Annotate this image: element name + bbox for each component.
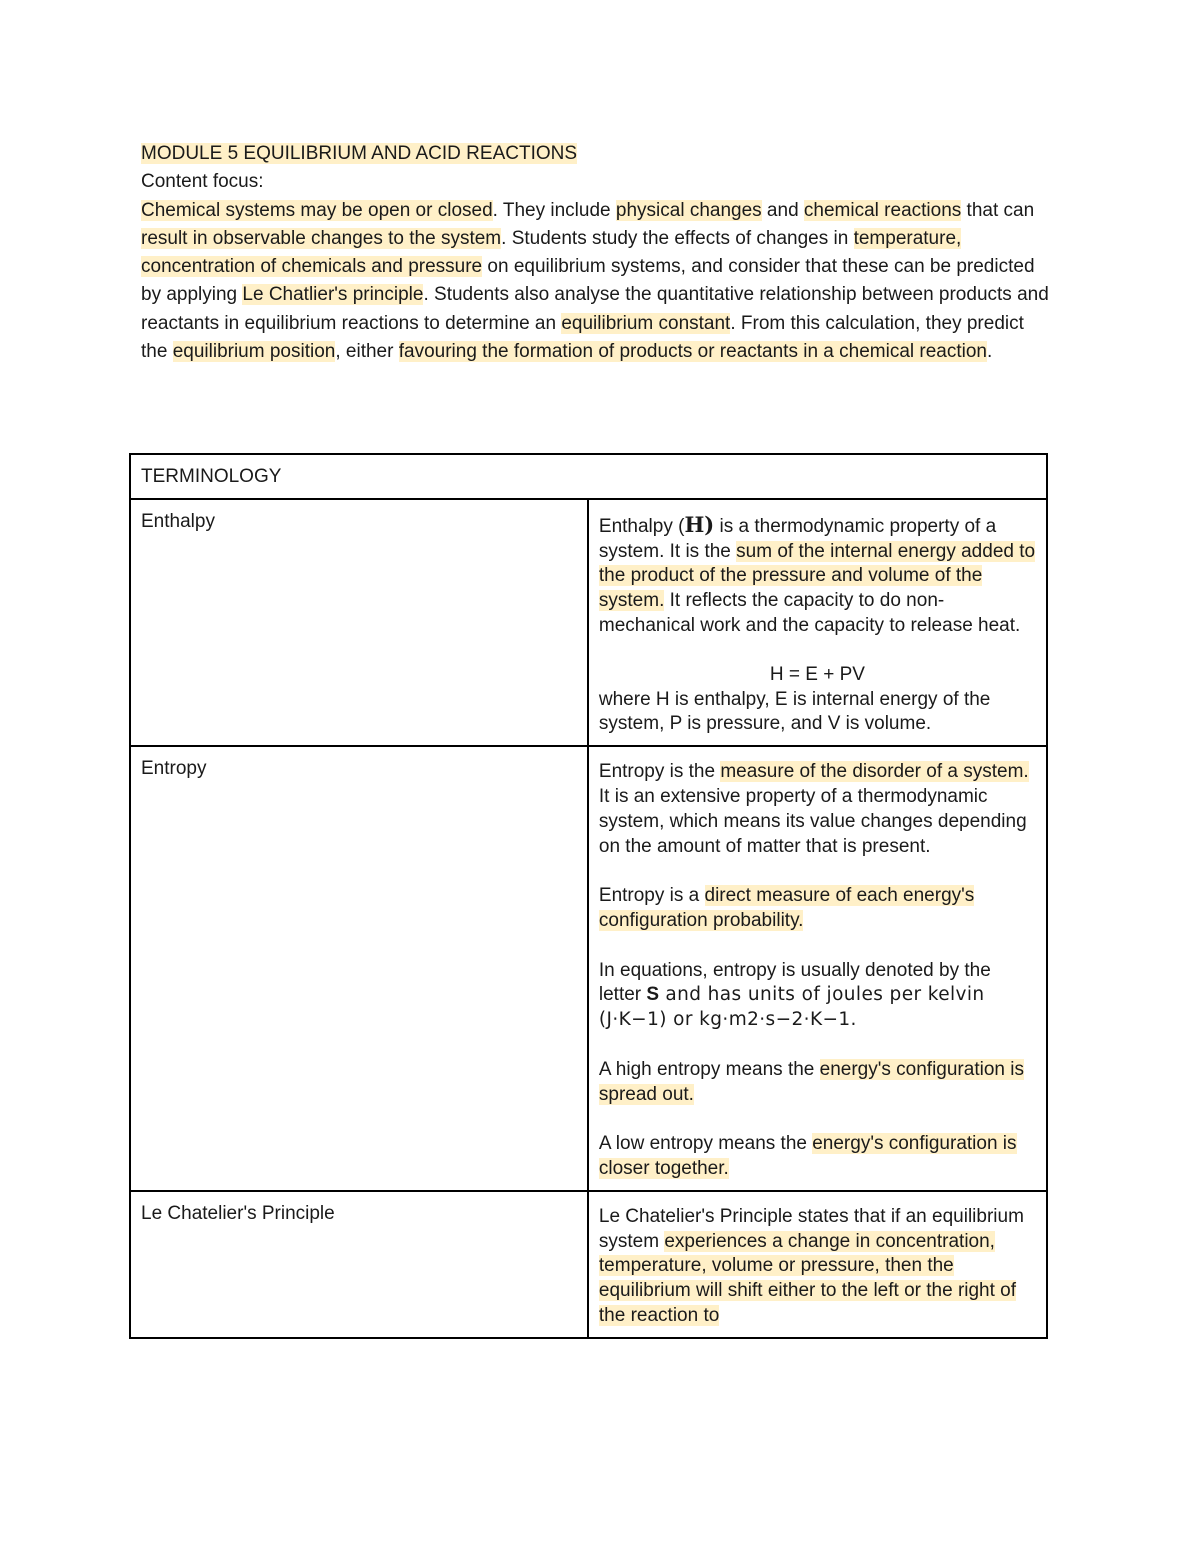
highlight: Chemical systems may be open or closed	[141, 199, 493, 221]
enthalpy-where: where H is enthalpy, E is internal energy of the system, P is pressure, and V is volume.	[598, 688, 991, 735]
text: . They include	[492, 199, 616, 221]
highlight: physical changes	[615, 199, 762, 221]
enthalpy-symbol: H)	[684, 511, 715, 537]
highlight: temperature, concentration of chemicals and pressure	[141, 227, 962, 278]
entropy-units: and has units of joules per kelvin (J⋅K−1) or kg⋅m2⋅s−2⋅K−1.	[598, 984, 985, 1031]
text: Le Chatelier's Principle states that if an equilibrium system	[598, 1205, 1024, 1252]
module-title	[141, 140, 1051, 168]
highlight: chemical reactions	[803, 199, 962, 221]
text: It is an extensive property of a thermodynamic system, which means its value changes depending on the amount of matter that is present.	[598, 785, 1027, 857]
text: , either	[335, 341, 399, 363]
entropy-paragraph-5	[599, 1132, 1036, 1182]
content-focus-label: Content focus:	[141, 171, 264, 193]
text: . From this calculation, they predict the	[141, 312, 1024, 363]
table-row-entropy	[130, 746, 1047, 1191]
highlight: equilibrium constant	[561, 312, 731, 334]
text: Entropy is a	[598, 885, 705, 907]
term-entropy: Entropy	[130, 746, 588, 1191]
text: . Students study the effects of changes in	[501, 227, 854, 249]
highlight: energy's configuration is closer together.	[598, 1133, 1017, 1179]
table-row-enthalpy	[130, 499, 1047, 746]
highlight: equilibrium position	[172, 341, 336, 363]
highlight: favouring the formation of products or reactants in a chemical reaction	[398, 341, 987, 363]
table-row-le-chatelier	[130, 1191, 1047, 1338]
entropy-paragraph-2	[599, 884, 1036, 934]
enthalpy-formula: H = E + PV	[769, 663, 865, 685]
term-enthalpy: Enthalpy	[130, 499, 588, 746]
text: .	[986, 341, 993, 363]
content-focus-paragraph	[141, 197, 1051, 367]
entropy-paragraph-3	[599, 959, 1036, 1033]
text: In equations, entropy is usually denoted by the letter	[598, 959, 991, 1006]
entropy-symbol: S	[646, 984, 660, 1006]
highlight: direct measure of each energy's configuration probability.	[598, 885, 975, 931]
definition-enthalpy	[588, 499, 1047, 746]
terminology-header: TERMINOLOGY	[130, 454, 1047, 499]
entropy-paragraph-4	[599, 1058, 1036, 1108]
text: and	[761, 199, 804, 221]
text: A low entropy means the	[598, 1133, 813, 1155]
table-header-row	[130, 454, 1047, 499]
text: . Students also analyse the quantitative relationship between products and reactants in equilibrium reactions to determine an	[141, 284, 1049, 334]
highlight: Le Chatlier's principle	[242, 284, 424, 306]
terminology-table	[129, 453, 1048, 1339]
le-chatelier-paragraph	[599, 1205, 1036, 1329]
text: Enthalpy (	[598, 515, 685, 537]
enthalpy-paragraph	[599, 513, 1036, 639]
text: It reflects the capacity to do non-mechanical work and the capacity to release heat.	[598, 590, 1021, 636]
term-le-chatelier: Le Chatelier's Principle	[130, 1191, 588, 1338]
entropy-paragraph-1	[599, 760, 1036, 859]
definition-le-chatelier	[588, 1191, 1047, 1338]
highlight: energy's configuration is spread out.	[598, 1058, 1024, 1105]
highlight: sum of the internal energy added to the product of the pressure and volume of the system.	[598, 540, 1036, 612]
text: Entropy is the	[598, 761, 721, 783]
highlight: result in observable changes to the system	[141, 227, 502, 249]
highlight: measure of the disorder of a system.	[720, 761, 1029, 783]
text: on equilibrium systems, and consider that these can be predicted by applying	[141, 256, 1035, 306]
module-title-text: MODULE 5 EQUILIBRIUM AND ACID REACTIONS	[141, 143, 578, 164]
intro-section	[141, 140, 1051, 366]
highlight: experiences a change in concentration, temperature, volume or pressure, then the equilibrium will shift either to the left or the right of the reaction to	[598, 1230, 1017, 1326]
text: is a thermodynamic property of a system. It is the	[598, 515, 997, 562]
definition-entropy	[588, 746, 1047, 1191]
text: that can	[961, 199, 1035, 221]
text: A high entropy means the	[598, 1058, 820, 1080]
